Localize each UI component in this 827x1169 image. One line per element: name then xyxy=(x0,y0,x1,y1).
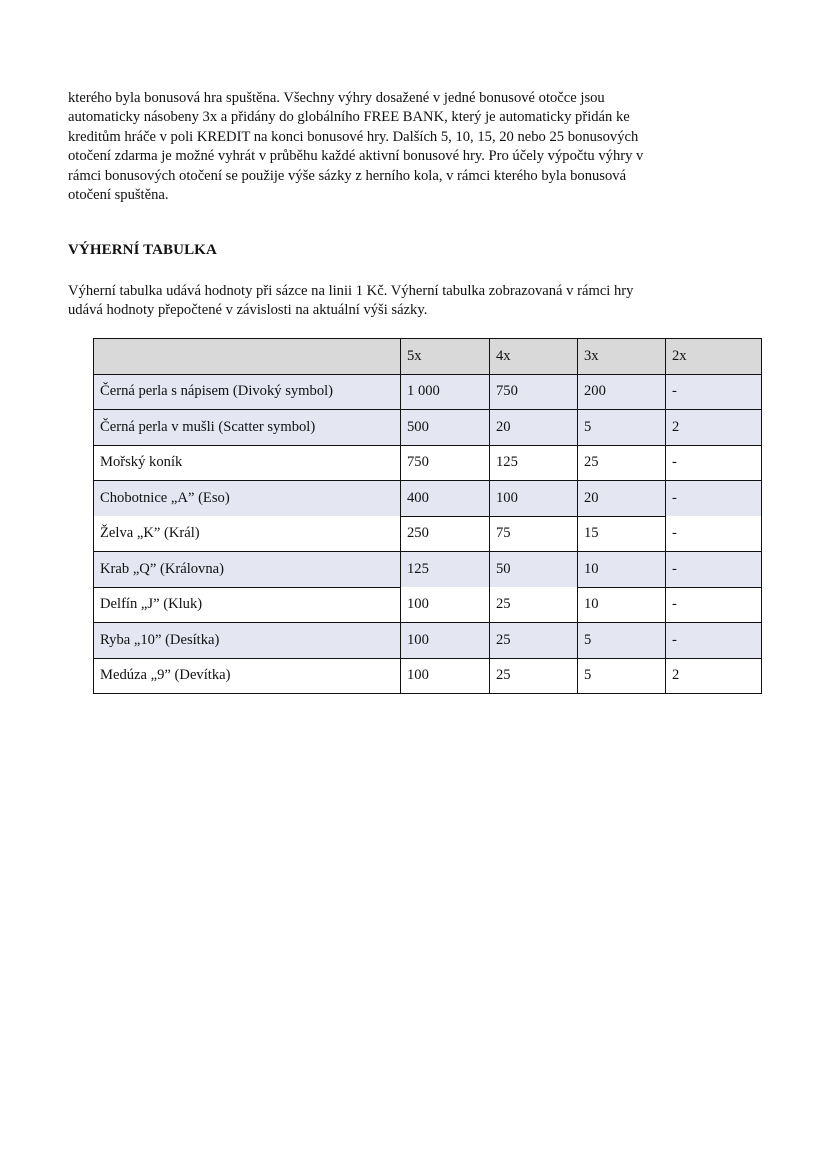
value-cell-5x: 400 xyxy=(401,481,490,517)
value-cell-2x: - xyxy=(666,445,762,481)
text-line: otočení zdarma je možné vyhrát v průběhu každé aktivní bonusové hry. Pro účely výpočtu výhry v xyxy=(68,148,644,165)
header-cell-4x: 4x xyxy=(490,339,578,375)
text-line: automaticky násobeny 3x a přidány do globálního FREE BANK, který je automaticky přidán ke xyxy=(68,109,630,126)
value-cell-3x: 5 xyxy=(578,410,666,446)
value-cell-3x: 10 xyxy=(578,552,666,588)
value-cell-3x: 200 xyxy=(578,374,666,410)
table-row xyxy=(94,623,762,659)
value-cell-2x: - xyxy=(666,481,762,517)
text-line: rámci bonusových otočení se použije výše sázky z herního kola, v rámci kterého byla bonusová xyxy=(68,167,627,184)
symbol-cell: Medúza „9” (Devítka) xyxy=(94,658,401,694)
value-cell-4x: 20 xyxy=(490,410,578,446)
value-cell-3x: 5 xyxy=(578,658,666,694)
paytable xyxy=(93,338,762,694)
section-heading: VÝHERNÍ TABULKA xyxy=(68,242,217,258)
text-line: kreditům hráče v poli KREDIT na konci bonusové hry. Dalších 5, 10, 15, 20 nebo 25 bonusových xyxy=(68,128,639,145)
symbol-cell: Černá perla s nápisem (Divoký symbol) xyxy=(94,374,401,410)
value-cell-3x: 5 xyxy=(578,623,666,659)
text-line: Výherní tabulka udává hodnoty při sázce na linii 1 Kč. Výherní tabulka zobrazovaná v rámci hry xyxy=(68,283,634,299)
symbol-cell: Želva „K” (Král) xyxy=(94,516,401,552)
value-cell-4x: 25 xyxy=(490,623,578,659)
text-line: udává hodnoty přepočtené v závislosti na aktuální výši sázky. xyxy=(68,302,428,319)
text-line: otočení spuštěna. xyxy=(68,187,169,204)
table-row xyxy=(94,658,762,694)
table-row xyxy=(94,587,762,623)
value-cell-2x: - xyxy=(666,374,762,410)
table-row xyxy=(94,552,762,588)
intro-paragraph xyxy=(68,89,748,205)
symbol-cell: Mořský koník xyxy=(94,445,401,481)
value-cell-5x: 250 xyxy=(401,516,490,552)
value-cell-4x: 75 xyxy=(490,516,578,552)
symbol-cell: Ryba „10” (Desítka) xyxy=(94,623,401,659)
value-cell-5x: 100 xyxy=(401,623,490,659)
value-cell-4x: 25 xyxy=(490,658,578,694)
header-cell-symbol xyxy=(94,339,401,375)
value-cell-2x: 2 xyxy=(666,658,762,694)
value-cell-4x: 750 xyxy=(490,374,578,410)
header-cell-2x: 2x xyxy=(666,339,762,375)
value-cell-4x: 100 xyxy=(490,481,578,517)
text-line: kterého byla bonusová hra spuštěna. Všechny výhry dosažené v jedné bonusové otočce jsou xyxy=(68,90,605,106)
value-cell-5x: 1 000 xyxy=(401,374,490,410)
paytable-description xyxy=(68,282,748,321)
value-cell-5x: 500 xyxy=(401,410,490,446)
paytable-header-row xyxy=(94,339,762,375)
value-cell-2x: - xyxy=(666,516,762,552)
value-cell-3x: 25 xyxy=(578,445,666,481)
table-row xyxy=(94,410,762,446)
value-cell-2x: - xyxy=(666,587,762,623)
value-cell-4x: 125 xyxy=(490,445,578,481)
table-row xyxy=(94,445,762,481)
table-row xyxy=(94,481,762,517)
header-cell-3x: 3x xyxy=(578,339,666,375)
table-row xyxy=(94,516,762,552)
header-cell-5x: 5x xyxy=(401,339,490,375)
symbol-cell: Černá perla v mušli (Scatter symbol) xyxy=(94,410,401,446)
value-cell-4x: 50 xyxy=(490,552,578,588)
value-cell-3x: 15 xyxy=(578,516,666,552)
value-cell-2x: 2 xyxy=(666,410,762,446)
symbol-cell: Krab „Q” (Královna) xyxy=(94,552,401,588)
value-cell-5x: 125 xyxy=(401,552,490,588)
value-cell-5x: 100 xyxy=(401,587,490,623)
value-cell-5x: 100 xyxy=(401,658,490,694)
symbol-cell: Delfín „J” (Kluk) xyxy=(94,587,401,623)
value-cell-5x: 750 xyxy=(401,445,490,481)
value-cell-3x: 20 xyxy=(578,481,666,517)
table-row xyxy=(94,374,762,410)
value-cell-2x: - xyxy=(666,623,762,659)
value-cell-2x: - xyxy=(666,552,762,588)
value-cell-3x: 10 xyxy=(578,587,666,623)
value-cell-4x: 25 xyxy=(490,587,578,623)
symbol-cell: Chobotnice „A” (Eso) xyxy=(94,481,401,517)
